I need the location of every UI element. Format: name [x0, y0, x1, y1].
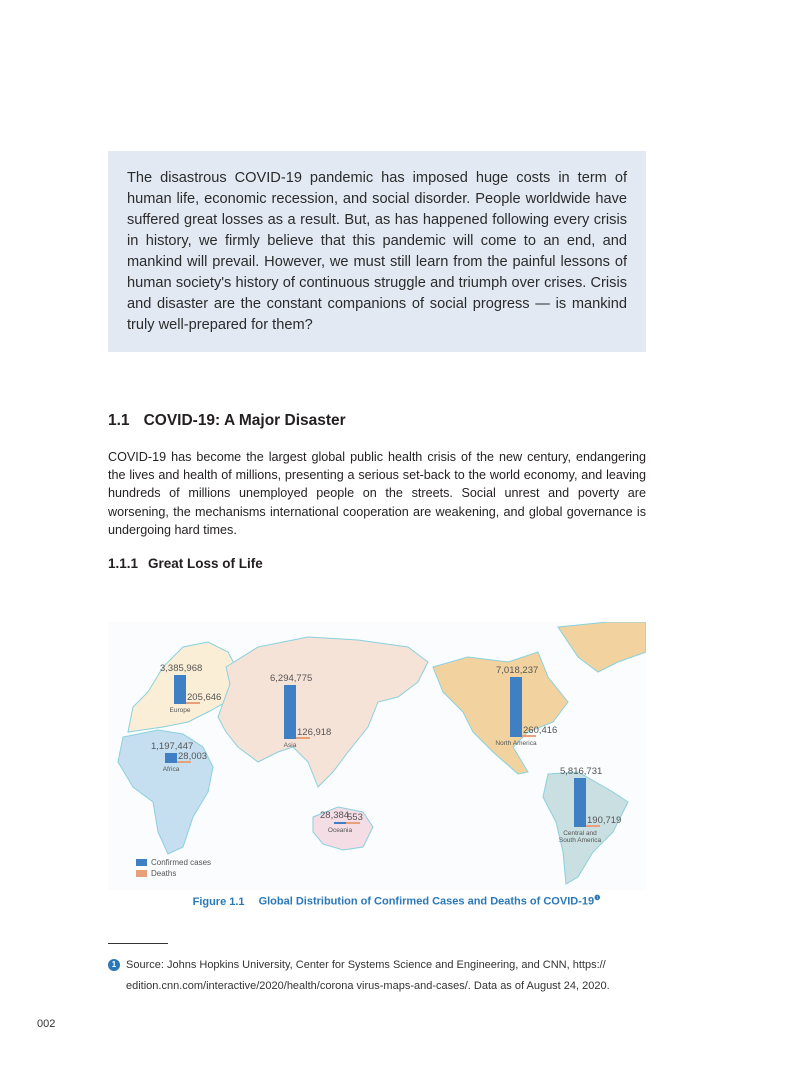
- cases-swatch: [136, 859, 147, 866]
- footnote-divider: [108, 943, 168, 944]
- deaths-label: 28,003: [178, 751, 208, 762]
- cases-label: 6,294,775: [270, 673, 313, 685]
- footnote-marker: 1: [108, 959, 120, 971]
- cases-label: 1,197,447: [151, 740, 194, 752]
- legend-cases-label: Confirmed cases: [151, 858, 212, 867]
- deaths-label: 553: [347, 812, 363, 823]
- subsection-title: Great Loss of Life: [148, 556, 263, 571]
- deaths-label: 126,918: [297, 727, 332, 738]
- map-legend: [136, 858, 211, 880]
- cases-bar: [174, 675, 186, 704]
- region-name: Asia: [283, 742, 297, 749]
- deaths-label: 260,416: [523, 725, 558, 736]
- footnote-line-1: Source: Johns Hopkins University, Center for Systems Science and Engineering, and CNN, https://: [126, 959, 606, 971]
- cases-bar: [334, 822, 346, 824]
- region-name: North America: [495, 740, 537, 747]
- figure-title: Global Distribution of Confirmed Cases and Deaths of COVID-19: [258, 895, 595, 908]
- subsection-heading: [108, 556, 263, 571]
- legend-cases: [136, 858, 211, 867]
- section-title: COVID-19: A Major Disaster: [143, 412, 346, 429]
- cases-bar: [284, 685, 296, 739]
- cases-bar: [510, 677, 522, 737]
- world-map-figure: [108, 622, 646, 890]
- deaths-swatch: [136, 870, 147, 877]
- cases-label: 3,385,968: [160, 663, 203, 675]
- cases-label: 28,384: [320, 810, 350, 821]
- section-number: 1.1: [108, 412, 130, 429]
- page-number: 002: [37, 1018, 56, 1030]
- figure-caption: [0, 894, 793, 908]
- cases-bar: [165, 753, 177, 763]
- section-heading: [108, 412, 346, 430]
- region-name: Oceania: [327, 827, 353, 834]
- legend-deaths-label: Deaths: [151, 869, 177, 878]
- deaths-label: 205,646: [187, 692, 222, 703]
- deaths-label: 190,719: [587, 815, 622, 826]
- region-name: Central and South America: [558, 830, 602, 844]
- figure-number: Figure 1.1: [192, 895, 245, 908]
- footnote-line-2: edition.cnn.com/interactive/2020/health/corona virus-maps-and-cases/. Data as of August 24, 2020.: [126, 980, 610, 992]
- region-name: Africa: [162, 766, 180, 773]
- subsection-number: 1.1.1: [108, 556, 139, 571]
- cases-label: 5,816,731: [560, 765, 603, 777]
- legend-deaths: [136, 869, 211, 878]
- region-name: Europe: [169, 707, 191, 714]
- cases-label: 7,018,237: [496, 665, 539, 677]
- cases-bar: [574, 778, 586, 827]
- body-paragraph: COVID-19 has become the largest global public health crisis of the new century, endangering the lives and health of millions, presenting a serious set-back to the world economy, and leaving hundreds of millions unemployed people on the streets. Social unrest and poverty are worsening, the mechanisms international cooperation are weakening, and global governance is undergoing hard times.: [108, 450, 646, 537]
- footnote: [108, 955, 653, 997]
- footnote-ref[interactable]: ❶: [594, 895, 601, 902]
- intro-box: The disastrous COVID-19 pandemic has imposed huge costs in term of human life, economic recession, and social disorder. People worldwide have suffered great losses as a result. But, as has happened following every crisis in history, we firmly believe that this pandemic will come to an end, and mankind will prevail. However, we must still learn from the painful lessons of human society's history of continuous struggle and triumph over crises. Crisis and disaster are the constant companions of social progress — is mankind truly well-prepared for them?: [108, 151, 646, 352]
